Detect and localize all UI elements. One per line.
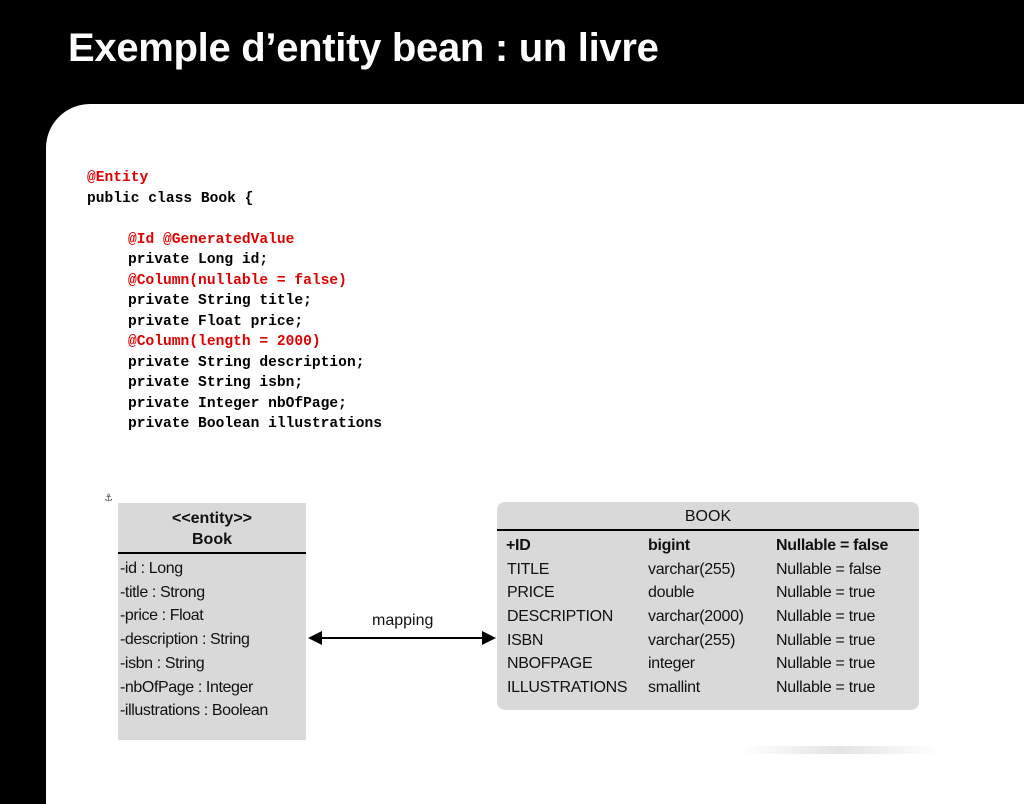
uml-attribute: -description : String	[120, 631, 250, 649]
uml-attribute: -nbOfPage : Integer	[120, 678, 253, 696]
db-column-type: smallint	[648, 678, 700, 696]
db-column-nullable: Nullable = false	[776, 536, 889, 554]
db-column-nullable: Nullable = true	[776, 655, 876, 673]
uml-attribute: -price : Float	[120, 607, 204, 625]
mapping-label: mapping	[372, 612, 434, 629]
code-line: private String isbn;	[128, 375, 304, 391]
db-table-row	[497, 676, 919, 700]
db-column-nullable: Nullable = true	[776, 631, 876, 649]
code-annotation-line: @Id @GeneratedValue	[128, 231, 295, 248]
db-column-name: TITLE	[507, 560, 550, 578]
db-column-type: varchar(2000)	[648, 607, 744, 625]
db-column-type: double	[648, 584, 695, 602]
db-column-type: bigint	[648, 536, 690, 554]
db-column-name: +ID	[506, 536, 531, 554]
decorative-fade	[740, 746, 940, 754]
code-annotation-line: @Column(length = 2000)	[128, 334, 321, 350]
code-listing	[87, 168, 382, 435]
db-table-row	[497, 629, 919, 653]
db-column-name: DESCRIPTION	[507, 607, 614, 625]
db-table-row	[497, 558, 919, 582]
db-table-row	[497, 534, 919, 558]
db-column-type: varchar(255)	[648, 560, 736, 578]
code-line: private Float price;	[128, 313, 304, 330]
uml-entity-box	[118, 503, 306, 740]
uml-stereotype: <<entity>>	[171, 510, 253, 527]
db-column-nullable: Nullable = true	[776, 607, 876, 625]
code-line: private String description;	[128, 354, 365, 371]
db-column-name: ILLUSTRATIONS	[507, 678, 628, 696]
db-table-row	[497, 652, 919, 676]
code-line: private String title;	[128, 293, 312, 309]
uml-entity-header	[118, 503, 306, 554]
code-annotation-line: @Entity	[87, 170, 149, 186]
code-line: private Boolean illustrations	[128, 416, 382, 432]
db-table-row	[497, 581, 919, 605]
anchor-icon: ⚓	[104, 493, 113, 504]
code-line: private Integer nbOfPage;	[128, 395, 347, 412]
db-column-name: NBOFPAGE	[507, 655, 593, 673]
db-column-type: varchar(255)	[648, 631, 736, 649]
code-line	[87, 209, 382, 230]
db-column-nullable: Nullable = false	[776, 560, 882, 578]
db-table-row	[497, 605, 919, 629]
db-column-name: PRICE	[507, 584, 555, 602]
uml-attribute-list	[118, 554, 306, 723]
db-column-nullable: Nullable = true	[776, 678, 876, 696]
uml-attribute: -id : Long	[120, 560, 183, 577]
uml-attribute: -title : Strong	[120, 583, 205, 601]
db-table-box	[497, 502, 919, 710]
slide-title: Exemple d’entity bean : un livre	[68, 26, 659, 70]
db-column-nullable: Nullable = true	[776, 584, 876, 602]
db-column-name: ISBN	[507, 631, 544, 649]
uml-attribute: -illustrations : Boolean	[120, 702, 268, 720]
uml-class-name: Book	[192, 531, 232, 548]
db-table-name: BOOK	[497, 502, 919, 531]
uml-attribute: -isbn : String	[120, 654, 205, 672]
code-annotation-line: @Column(nullable = false)	[128, 272, 347, 289]
code-line: public class Book {	[87, 190, 254, 207]
code-line: private Long id;	[128, 252, 269, 268]
db-column-type: integer	[648, 655, 695, 673]
db-table-rows	[497, 531, 919, 700]
